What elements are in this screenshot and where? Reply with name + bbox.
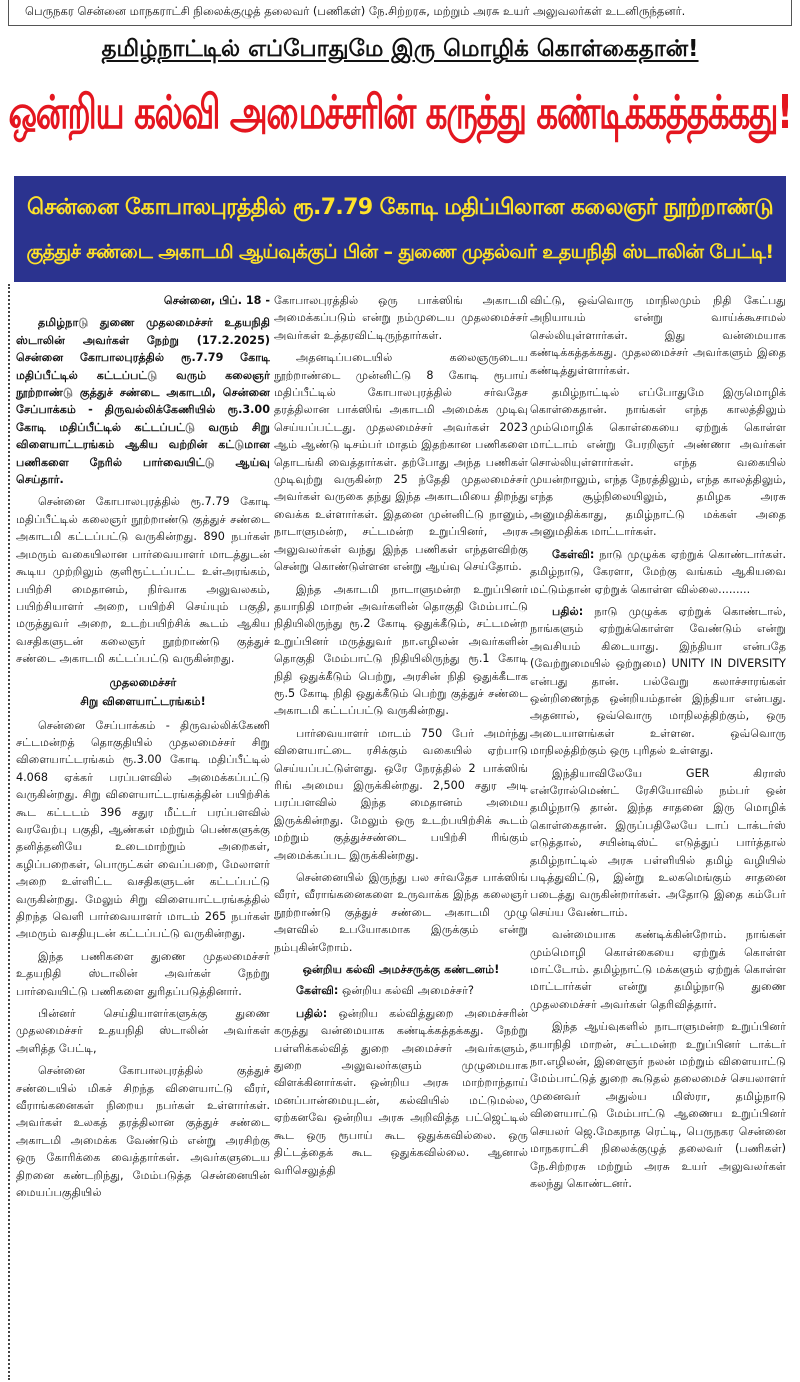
top-caption: பெருநகர சென்னை மாநகராட்சி நிலைக்குழுத் தலைவர் (பணிகள்) நே.சிற்றரசு, மற்றும் அரசு உயர் அலுவலர்கள் உடனிருந்தனர். <box>8 0 792 26</box>
column-dotted-rule <box>8 284 10 1380</box>
body-paragraph: சென்னை கோபாலபுரத்தில் ரூ.7.79 கோடி மதிப்பீட்டில் கலைஞர் நூற்றாண்டு குத்துச் சண்டை அகாடமி கட்டப்பட்டு வருகின்றது. 890 நபர்கள் அமரும் வகையிலான பார்வையாளர் மாடத்துடன் கூடிய முற்றிலும் குளிரூட்டப்பட்ட உள்அரங்கம், பயிற்சி மைதானம், நிர்வாக அலுவலகம், பயிற்சியாளர் அறை, பயிற்சி செய்யும் பகுதி, மருத்துவர் அறை, உடற்பயிற்சிக் கூடம் ஆகிய வசதிகளுடன் கலைஞர் நூற்றாண்டு குத்துச் சண்டை அகாடமி கட்டப்பட்டு வருகின்றது. <box>16 495 270 666</box>
question-text: நாடு முழுக்க ஏற்றுக் கொண்டார்கள். தமிழ்நாடு, கேரளா, மேற்கு வங்கம் ஆகியவை மட்டும்தான் ஏற்றுக் கொள்ள வில்லை......... <box>530 547 786 596</box>
article-column-3 <box>530 292 786 1197</box>
body-paragraph: அதனடிப்படையில் கலைஞருடைய நூற்றாண்டை முன்னிட்டு 8 கோடி ரூபாய் மதிப்பீட்டில் கோபாலபுரத்தில் சர்வதேச தரத்திலான பாக்ஸிங் அகாடமி அமைக்க முடிவு செய்யப்பட்டது. முதலமைச்சர் அவர்கள் 2023 ஆம் ஆண்டு டிசம்பர் மாதம் இதற்கான பணிகளை தொடங்கி வைத்தார்கள். தற்போது அந்த பணிகள் முடிவுற்று வருகின்ற 25 ந்தேதி முதலமைச்சர் அவர்கள் வருகை தந்து இந்த அகாடமியை திறந்து வைக்க உள்ளார்கள். இதனை முன்னிட்டு நானும், நாடாளுமன்ற, சட்டமன்ற உறுப்பினர், அரசு அலுவலர்கள் வந்து இந்த பணிகள் எந்தளவிற்கு சென்று கொண்டுள்ளன என்று ஆய்வு செய்தோம். <box>274 351 528 574</box>
answer-label: பதில்: <box>296 1006 328 1020</box>
answer-paragraph <box>274 1005 528 1179</box>
section-subhead: ஒன்றிய கல்வி அமச்சருக்கு கண்டனம்! <box>302 963 500 977</box>
body-paragraph: தமிழ்நாட்டில் எப்போதுமே இருமொழிக் கொள்கைதான். நாங்கள் எந்த காலத்திலும் மும்மொழிக் கொள்கையை ஏற்றுக் கொள்ள மாட்டாம் என்று பேரறிஞர் அண்ணா அவர்கள் சொல்லியுள்ளார்கள். எந்த வகையில் முயன்றாலும், எந்த நேரத்திலும், எந்த காலத்திலும், எந்த சூழ்நிலையிலும், தமிழக அரசு அனுமதிக்காது, தமிழ்நாட்டு மக்கள் அதை அனுமதிக்க மாட்டார்கள். <box>530 386 786 539</box>
body-paragraph: சென்னை சேப்பாக்கம் - திருவல்லிக்கேணி சட்டமன்றத் தொகுதியில் முதலமைச்சர் சிறு விளையாட்டரங்கம் ரூ.3.00 கோடி மதிப்பீட்டில் 4.068 ஏக்கர் பரப்பளவில் அமைக்கப்பட்டு வருகின்றது. சிறு விளையாட்டரங்கத்தின் பயிற்சிக் கூட கட்டடம் 396 சதுர மீட்டர் பரப்பளவில் வரவேற்பு பகுதி, ஆண்கள் மற்றும் பெண்களுக்கு தனித்தனியே உடைமாற்றும் அறைகள், கழிப்பறைகள், பொருட்கள் வைப்பறை, மேலாளர் அறை உள்ளிட்ட வசதிகளுடன் கட்டப்பட்டு வருகின்றது. மேலும் சிறு விளையாட்டரங்கத்தில் திறந்த வெளி பார்வையாளர் மாடம் 265 நபர்கள் அமரும் வசதியுடன் கட்டப்பட்டு வருகின்றது. <box>16 718 270 941</box>
subheadline-banner <box>14 176 786 282</box>
question-label: கேள்வி: <box>296 984 339 998</box>
main-headline: ஒன்றிய கல்வி அமைச்சரின் கருத்து கண்டிக்கத்தக்கது! <box>8 86 792 140</box>
question-paragraph <box>274 982 528 999</box>
body-paragraph: இந்தியாவிலேயே GER கிராஸ் என்ரோல்மெண்ட் ரேசியோவில் நம்பர் ஒன் தமிழ்நாடு தான். இந்த சாதனை இரு மொழிக் கொள்கைதான். இருப்பதிலேயே டாப் டாக்டர்ஸ் எடுத்தால், சயின்டிஸ்ட் எடுத்துப் பார்த்தால் தமிழ்நாட்டில் அரசு பள்ளியில் தமிழ் வழியில் படித்துவிட்டு, இன்று உலகமெங்கும் சாதனை படைத்து வருகின்றார்கள். அதோடு இதை கம்பேர் செய்ய வேண்டாம். <box>530 766 786 919</box>
question-text: ஒன்றிய கல்வி அமைச்சர்? <box>341 984 474 998</box>
body-paragraph: பார்வையாளர் மாடம் 750 பேர் அமர்ந்து விளையாட்டை ரசிக்கும் வகையில் ஏற்பாடு செய்யப்பட்டுள்ளது. ஒரே நேரத்தில் 2 பாக்ஸிங் ரிங் அமைய இருக்கின்றது. 2,500 சதுர அடி பரப்பளவில் இந்த மைதானம் அமைய இருக்கின்றது. மேலும் ஒரு உடற்பயிற்சிக் கூடம் மற்றும் குத்துச்சண்டை பயிற்சி ரிங்கும் அமைக்கப்பட இருக்கின்றது. <box>274 726 528 862</box>
body-paragraph: சென்னை கோபாலபுரத்தில் குத்துச் சண்டையில் மிகச் சிறந்த விளையாட்டு வீரர், வீராங்கனைகள் நிறைய நபர்கள் உள்ளார்கள். அவர்கள் உலகத் தரத்திலான குத்துச் சண்டை அகாடமி அமைக்க வேண்டும் என்று அரசிற்கு ஒரு கோரிக்கை வைத்தார்கள். அவர்களுடைய திறனை கண்டறிந்து, மேம்படுத்த சென்னையின் மையப்பகுதியில் <box>16 1064 270 1200</box>
question-label: கேள்வி: <box>552 547 595 561</box>
kicker-headline: தமிழ்நாட்டில் எப்போதுமே இரு மொழிக் கொள்கைதான்! <box>101 36 699 62</box>
banner-line-2: குத்துச் சண்டை அகாடமி ஆய்வுக்குப் பின் – துணை முதல்வர் உதயநிதி ஸ்டாலின் பேட்டி! <box>26 241 774 263</box>
body-paragraph: இந்த அகாடமி நாடாளுமன்ற உறுப்பினர் தயாநிதி மாறன் அவர்களின் தொகுதி மேம்பாட்டு நிதியிலிருந்து ரூ.2 கோடி ஒதுக்கீடும், சட்டமன்ற உறுப்பினர் மருத்துவர் நா.எழிலன் அவர்களின் தொகுதி மேம்பாட்டு நிதியிலிருந்து ரூ.1 கோடி நிதி ஒதுக்கீடும் பெற்று, அரசின் நிதி ஒதுக்கீடாக ரூ.5 கோடி நிதி ஒதுக்கீடும் பெற்று குத்துச் சண்டை அகாடமி கட்டப்பட்டு வருகின்றது. <box>274 582 528 718</box>
article-column-2 <box>274 292 528 1184</box>
body-paragraph: வன்மையாக கண்டிக்கின்றோம். நாங்கள் மும்மொழி கொள்கையை ஏற்றுக் கொள்ள மாட்டோம். தமிழ்நாட்டு மக்களும் ஏற்றுக் கொள்ள மாட்டார்கள் என்று தமிழ்நாடு துணை முதலமைச்சர் அவர்கள் தெரிவித்தார். <box>530 928 786 1011</box>
subhead-line-2: சிறு விளையாட்டரங்கம்! <box>80 694 206 708</box>
body-paragraph: பின்னர் செய்தியாளர்களுக்கு துணை முதலமைச்சர் உதயநிதி ஸ்டாலின் அவர்கள் அளித்த பேட்டி, <box>16 1007 270 1055</box>
answer-text: ஒன்றிய கல்வித்துறை அமைச்சரின் கருத்து வன்மையாக கண்டிக்கத்தக்கது. நேற்று பள்ளிக்கல்வித் துறை அமைச்சர் அவர்களும், துறை அலுவலர்களும் முழுமையாக விளக்கினார்கள். ஒன்றிய அரசு மாற்றாந்தாய் மனப்பான்மையுடன், கல்வியில் மட்டுமல்ல, ஏற்கனவே ஒன்றிய அரசு அறிவித்த பட்ஜெட்டில் கூட ஒரு ரூபாய் கூட ஒதுக்கவில்லை. ஒரு திட்டத்தைக் கூட ஒதுக்கவில்லை. ஆனால் வரிசெலுத்தி <box>274 1006 528 1177</box>
body-paragraph: விட்டு, ஒவ்வொரு மாநிலமும் நிதி கேட்பது அநியாயம் என்று வாய்க்கூசாமல் செல்லியுள்ளார்கள். இது வன்மையாக கண்டிக்கத்தக்கது. முதலமைச்சர் அவர்களும் இதை கண்டித்துள்ளார்கள். <box>530 294 786 377</box>
answer-label: பதில்: <box>552 604 584 618</box>
section-subhead <box>16 673 270 711</box>
answer-paragraph <box>530 603 786 760</box>
body-paragraph: இந்த ஆய்வுகளில் நாடாளுமன்ற உறுப்பினர் தயாநிதி மாறன், சட்டமன்ற உறுப்பினர் டாக்டர் நா.எழிலன், இளைஞர் நலன் மற்றும் விளையாட்டு மேம்பாட்டுத் துறை கூடுதல் தலைமைச் செயலாளர் முனைவர் அதுல்ய மிஸ்ரா, தமிழ்நாடு விளையாட்டு மேம்பாட்டு ஆணைய உறுப்பினர் செயலர் ஜெ.மேகநாத ரெட்டி, பெருநகர சென்னை மாநகராட்சி நிலைக்குழுத் தலைவர் (பணிகள்) நே.சிற்றரசு மற்றும் அரசு உயர் அலுவலர்கள் கலந்து கொண்டனர். <box>530 1020 786 1190</box>
banner-line-1: சென்னை கோபாலபுரத்தில் ரூ.7.79 கோடி மதிப்பிலான கலைஞர் நூற்றாண்டு <box>26 195 774 220</box>
question-paragraph <box>530 546 786 598</box>
dateline: சென்னை, பிப். 18 - <box>163 294 270 307</box>
article-column-1 <box>16 292 270 1207</box>
lead-paragraph: தமிழ்நாடு துணை முதலமைச்சர் உதயநிதி ஸ்டாலின் அவர்கள் நேற்று (17.2.2025) சென்னை கோபாலபுரத்தில் ரூ.7.79 கோடி மதிப்பீட்டில் கட்டப்பட்டு வரும் கலைஞர் நூற்றாண்டு குத்துச் சண்டை அகாடமி, சென்னை சேப்பாக்கம் - திருவல்லிக்கேணியில் ரூ.3.00 கோடி மதிப்பீட்டில் கட்டப்பட்டு வரும் சிறு விளையாட்டரங்கம் ஆகிய வற்றின் கட்டுமான பணிகளை நேரில் பார்வையிட்டு ஆய்வு செய்தார். <box>16 316 270 487</box>
body-paragraph: இந்த பணிகளை துணை முதலமைச்சர் உதயநிதி ஸ்டாலின் அவர்கள் நேற்று பார்வையிட்டு பணிகளை துரிதப்படுத்தினார். <box>16 949 270 998</box>
body-paragraph: சென்னையில் இருந்து பல சர்வதேச பாக்ஸிங் வீரர், வீராங்கனைகளை உருவாக்க இந்த கலைஞர் நூற்றாண்டு குத்துச் சண்டை அகாடமி முழு அளவில் உபயோகமாக இருக்கும் என்று நம்புகின்றோம். <box>274 871 528 954</box>
answer-text: நாடு முழுக்க ஏற்றுக் கொண்டால், நாங்களும் ஏற்றுக்கொள்ள வேண்டும் என்று அவசியம் கிடையாது. இந்தியா என்பதே (வேற்றுமையில் ஒற்றுமை) UNITY IN DIVERSITY என்பது தான். பல்வேறு கலாச்சாரங்கள் ஒன்றிணைந்த ஒன்றியம்தான் இந்தியா என்பது. அதனால், ஒவ்வொரு மாநிலத்திற்கும், ஒரு அடையாளங்கள் உள்ளன. ஒவ்வொரு மாநிலத்திற்கும் ஒரு புரிதல் உள்ளது. <box>530 604 786 758</box>
body-paragraph: கோபாலபுரத்தில் ஒரு பாக்ஸிங் அகாடமி அமைக்கப்படும் என்று நம்முடைய முதலமைச்சர் அவர்கள் உத்தரவிட்டிருந்தார்கள். <box>274 294 528 342</box>
subhead-line-1: முதலமைச்சர் <box>109 675 177 689</box>
